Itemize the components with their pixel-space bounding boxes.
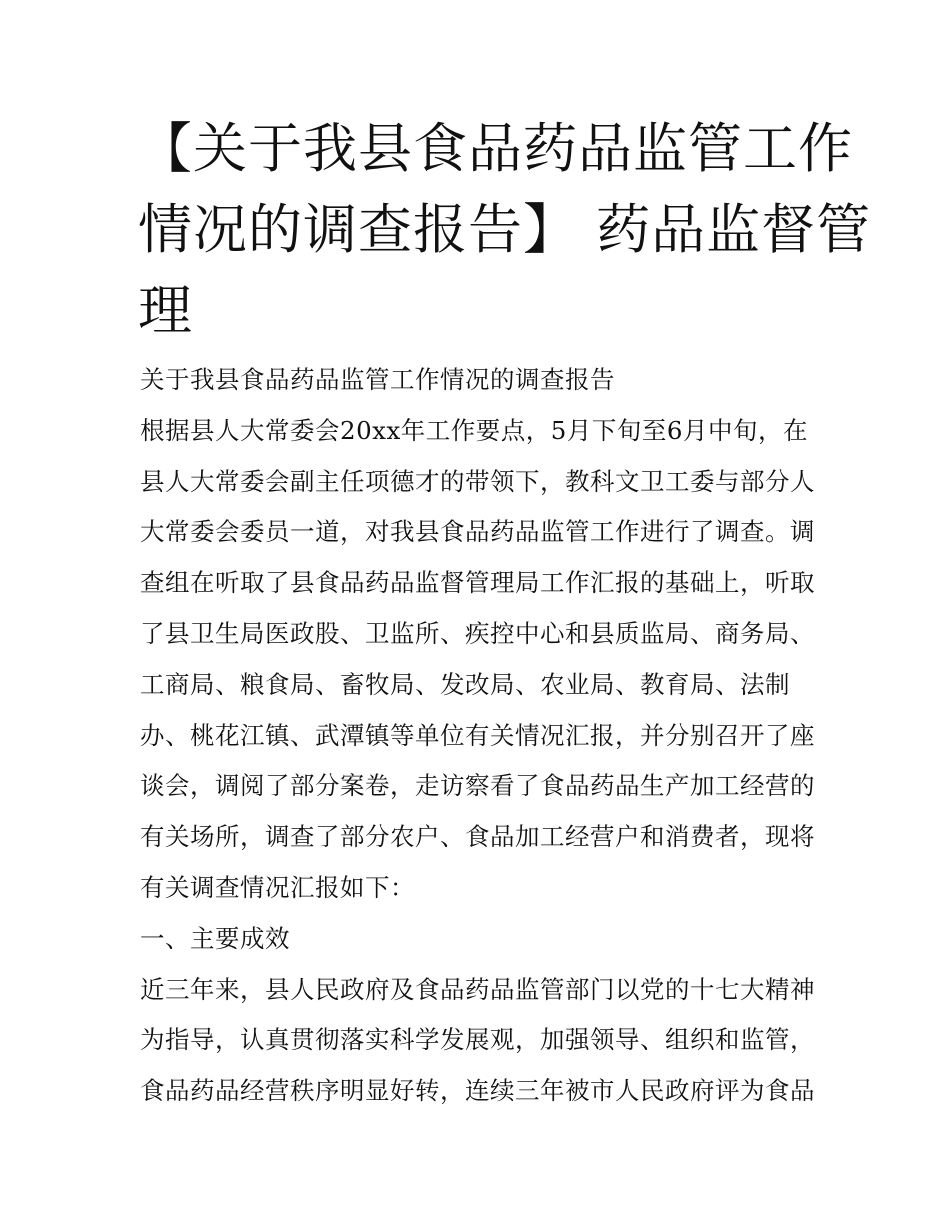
body-line: 办、桃花江镇、武潭镇等单位有关情况汇报，并分别召开了座	[140, 720, 815, 750]
document-body	[140, 355, 820, 1117]
body-line: 查组在听取了县食品药品监督管理局工作汇报的基础上，听取	[140, 568, 815, 598]
title-line-1: 【关于我县食品药品监管工作	[138, 117, 853, 180]
title-line-2: 情况的调查报告】 药品监督管	[138, 198, 872, 261]
body-line: 为指导，认真贯彻落实科学发展观，加强领导、组织和监管，	[140, 1025, 815, 1055]
body-line: 有关调查情况汇报如下：	[140, 872, 415, 902]
body-line: 工商局、粮食局、畜牧局、发改局、农业局、教育局、法制	[140, 669, 790, 699]
body-line: 近三年来，县人民政府及食品药品监管部门以党的十七大精神	[140, 974, 815, 1004]
section-heading: 一、主要成效	[140, 923, 290, 953]
subtitle-line: 关于我县食品药品监管工作情况的调查报告	[140, 365, 615, 394]
body-line: 食品药品经营秩序明显好转，连续三年被市人民政府评为食品	[140, 1076, 815, 1106]
body-line: 有关场所，调查了部分农户、食品加工经营户和消费者，现将	[140, 822, 815, 852]
document-title	[138, 108, 872, 351]
title-line-3: 理	[138, 279, 193, 342]
body-line: 根据县人大常委会20xx年工作要点，5月下旬至6月中旬，在	[140, 415, 808, 445]
body-line: 县人大常委会副主任项德才的带领下，教科文卫工委与部分人	[140, 466, 815, 496]
body-line: 了县卫生局医政股、卫监所、疾控中心和县质监局、商务局、	[140, 618, 815, 648]
body-line: 谈会，调阅了部分案卷，走访察看了食品药品生产加工经营的	[140, 771, 815, 801]
body-line: 大常委会委员一道，对我县食品药品监管工作进行了调查。调	[140, 517, 815, 547]
